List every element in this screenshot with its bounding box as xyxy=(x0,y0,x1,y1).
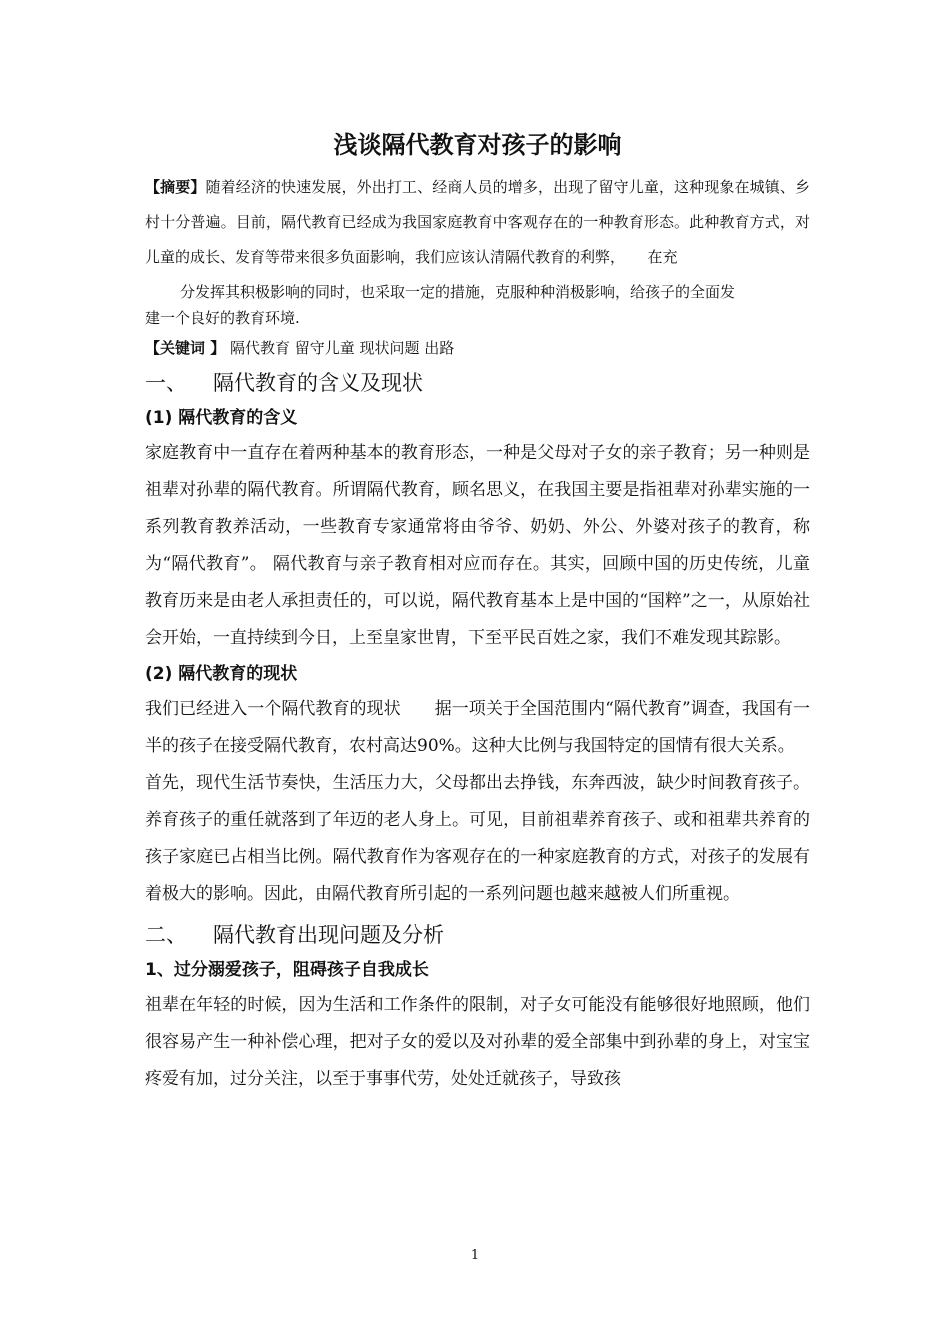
abstract-continuation-2: 建一个良好的教育环境. xyxy=(145,309,300,327)
section-number: 一、 xyxy=(145,371,187,395)
abstract-text: 随着经济的快速发展，外出打工、经商人员的增多，出现了留守儿童，这种现象在城镇、乡村十分普遍。目前，隔代教育已经成为我国家庭教育中客观存在的一种教育形态。此种教育方式，对儿童的成长、发育等带来很多负面影响，我们应该认清隔代教育的利弊， 在充 xyxy=(145,178,810,266)
document-title: 浅谈隔代教育对孩子的影响 xyxy=(333,131,622,159)
subsection-heading: 1、过分溺爱孩子，阻碍孩子自我成长 xyxy=(145,960,429,980)
paragraph: 祖辈在年轻的时候，因为生活和工作条件的限制，对子女可能没有能够很好地照顾，他们很容易产生一种补偿心理，把对子女的爱以及对孙辈的爱全部集中到孙辈的身上，对宝宝疼爱有加，过分关注，以至于事事代劳，处处迁就孩子，导致孩 xyxy=(145,995,810,1089)
paragraph: 家庭教育中一直存在着两种基本的教育形态，一种是父母对子女的亲子教育；另一种则是祖辈对孙辈的隔代教育。所谓隔代教育，顾名思义，在我国主要是指祖辈对孙辈实施的一系列教育教养活动，一些教育专家通常将由爷爷、奶奶、外公、外婆对孩子的教育，称为“隔代教育”。 隔代教育与亲子教育相对应而存在。其实，回顾中国的历史传统，儿童教育历来是由老人承担责任的，可以说，隔代教育基本上是中国的“国粹”之一，从原始社会开始，一直持续到今日，上至皇家世胄，下至平民百姓之家，我们不难发现其踪影。 xyxy=(145,443,810,648)
document-body xyxy=(145,128,810,1098)
keywords-text: 隔代教育 留守儿童 现状问题 出路 xyxy=(225,339,455,357)
section-title: 隔代教育的含义及现状 xyxy=(213,371,423,395)
paragraph: 我们已经进入一个隔代教育的现状 据一项关于全国范围内“隔代教育”调查，我国有一半的孩子在接受隔代教育，农村高达90%。这种大比例与我国特定的国情有很大关系。 xyxy=(145,699,810,756)
section-title: 隔代教育出现问题及分析 xyxy=(213,923,444,947)
subsection-heading: (1) 隔代教育的含义 xyxy=(145,408,298,428)
keywords-label: 【关键词 】 xyxy=(145,339,226,357)
section-heading-2 xyxy=(145,917,810,953)
abstract-label: 【摘要】 xyxy=(145,178,206,196)
page-number: 1 xyxy=(470,1248,480,1263)
abstract xyxy=(145,170,810,275)
subsection-heading: (2) 隔代教育的现状 xyxy=(145,664,298,684)
section-number: 二、 xyxy=(145,923,187,947)
keywords xyxy=(145,335,810,361)
abstract-continuation: 分发挥其积极影响的同时，也采取一定的措施，克服种种消极影响，给孩子的全面发 xyxy=(180,283,736,301)
section-heading-1 xyxy=(145,365,810,401)
paragraph: 首先，现代生活节奏快，生活压力大，父母都出去挣钱，东奔西波，缺少时间教育孩子。养育孩子的重任就落到了年迈的老人身上。可见，目前祖辈养育孩子、或和祖辈共养育的孩子家庭已占相当比例。隔代教育作为客观存在的一种家庭教育的方式，对孩子的发展有着极大的影响。因此，由隔代教育所引起的一系列问题也越来越被人们所重视。 xyxy=(145,773,810,904)
